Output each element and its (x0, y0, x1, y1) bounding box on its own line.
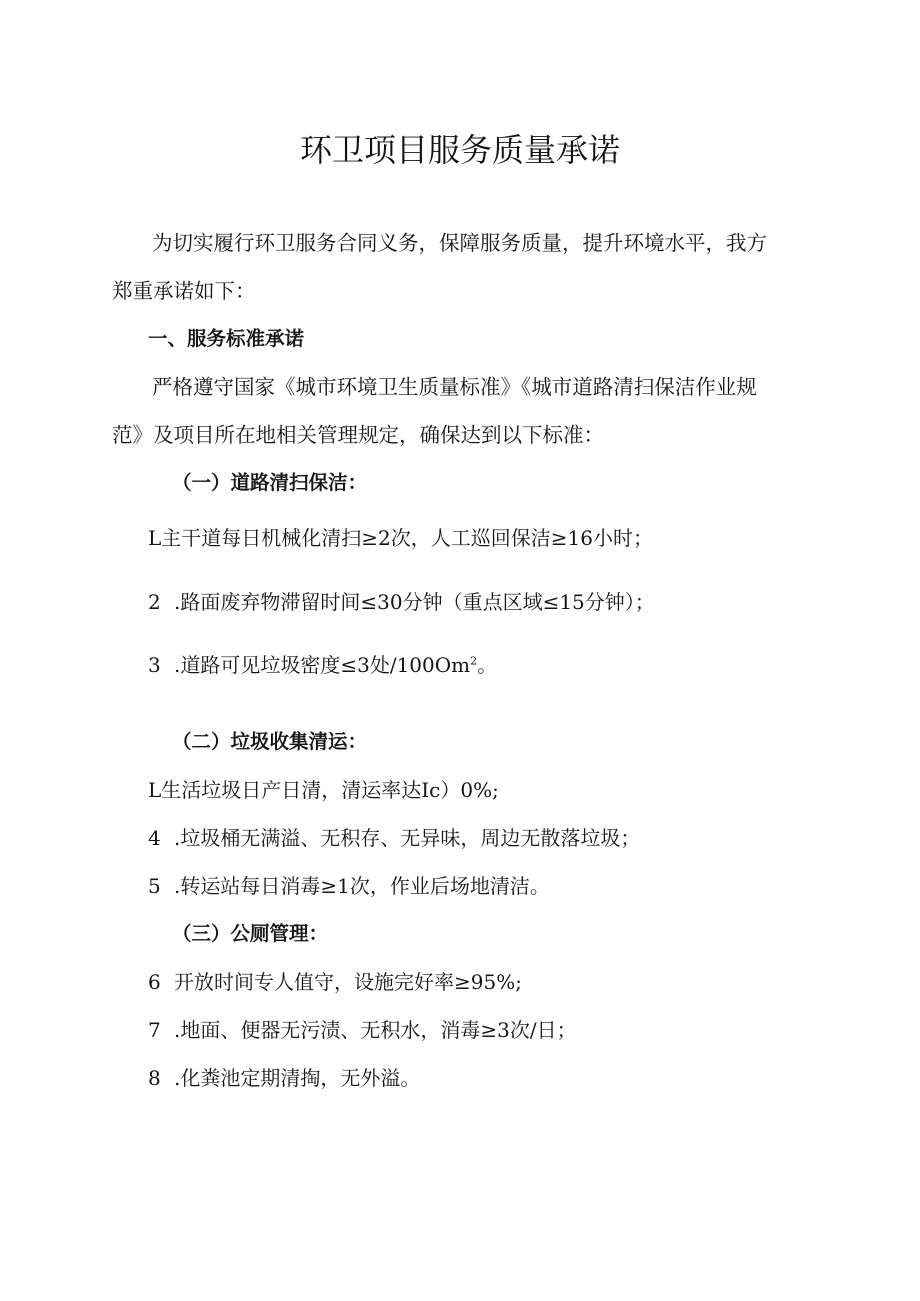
page-title: 环卫项目服务质量承诺 (299, 131, 620, 169)
standards-paragraph-line-2: 范》及项目所在地相关管理规定，确保达到以下标准： (112, 423, 604, 447)
list-item-number: 4 (148, 826, 161, 850)
list-item-text: L主干道每日机械化清扫≥2次，人工巡回保洁≥16小时； (148, 526, 653, 550)
subsection-heading-road-cleaning: （一）道路清扫保洁： (172, 471, 368, 494)
list-item (148, 1016, 577, 1044)
list-item-number: 7 (148, 1018, 161, 1042)
list-item (148, 651, 497, 679)
list-item (148, 968, 522, 996)
list-item (148, 824, 640, 852)
list-item-text: .化粪池定期清掏，无外溢。 (174, 1066, 421, 1090)
intro-paragraph-line-2: 郑重承诺如下： (112, 279, 256, 303)
superscript: 2 (470, 654, 478, 668)
standards-paragraph-line-1: 严格遵守国家《城市环境卫生质量标准》《城市道路清扫保洁作业规 (152, 375, 757, 399)
list-item-text: .地面、便器无污渍、无积水，消毒≥3次/日； (174, 1018, 577, 1042)
list-item (148, 1064, 420, 1092)
subsection-heading-garbage-collection: （二）垃圾收集清运： (172, 730, 368, 753)
list-item-text: .路面废弃物滞留时间≤30分钟（重点区域≤15分钟）； (174, 590, 655, 614)
list-item-number: 6 (148, 970, 161, 994)
section-heading-service-standards: 一、服务标准承诺 (148, 327, 305, 350)
list-item-text: .道路可见垃圾密度≤3处/100Om (174, 653, 471, 677)
list-item-number: 5 (148, 874, 161, 898)
list-item (148, 588, 655, 616)
list-item-text: .垃圾桶无满溢、无积存、无异味，周边无散落垃圾； (174, 826, 641, 850)
list-item-text: 开放时间专人值守，设施完好率≥95%; (174, 970, 522, 994)
list-item (148, 524, 653, 552)
list-item-number: 3 (148, 653, 161, 677)
list-item-text: .转运站每日消毒≥1次，作业后场地清洁。 (174, 874, 550, 898)
list-item-number: 2 (148, 590, 161, 614)
intro-paragraph-line-1: 为切实履行环卫服务合同义务，保障服务质量，提升环境水平，我方 (152, 231, 767, 255)
list-item (148, 872, 550, 900)
list-item (148, 776, 499, 804)
list-item-number: 8 (148, 1066, 161, 1090)
list-item-tail: 。 (477, 653, 498, 677)
subsection-heading-public-toilets: （三）公厕管理： (172, 922, 329, 945)
list-item-text: L生活垃圾日产日清，清运率达Ic）0%; (148, 778, 499, 802)
